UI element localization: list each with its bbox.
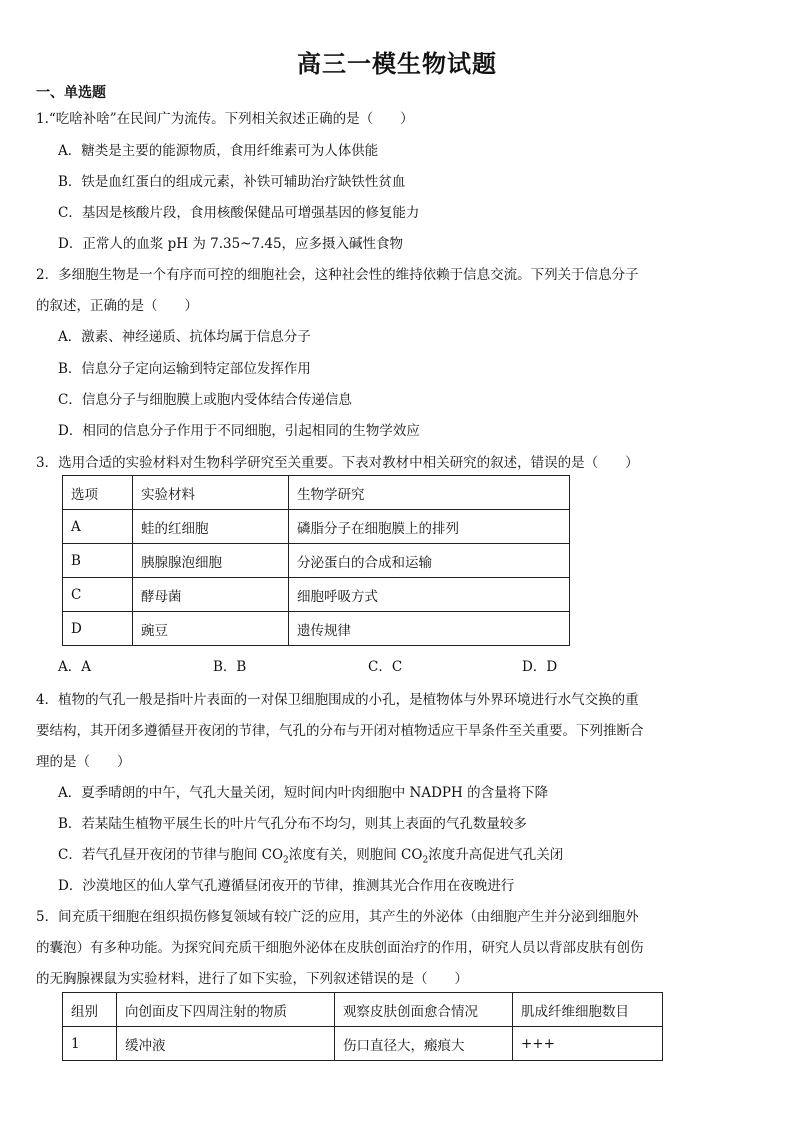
table-cell: 磷脂分子在细胞膜上的排列 xyxy=(289,510,570,544)
q5-table xyxy=(62,992,663,1061)
table-cell: 组别 xyxy=(63,993,117,1027)
q2-option-a: A．激素、神经递质、抗体均属于信息分子 xyxy=(58,329,311,345)
q4-option-b: B．若某陆生植物平展生长的叶片气孔分布不均匀，则其上表面的气孔数量较多 xyxy=(58,816,527,832)
table-cell: 缓冲液 xyxy=(117,1027,335,1061)
table-cell: 酵母菌 xyxy=(133,578,289,612)
q4-option-d: D．沙漠地区的仙人掌气孔遵循昼闭夜开的节律，推测其光合作用在夜晚进行 xyxy=(58,878,515,894)
q3-table xyxy=(62,475,570,646)
table-cell: +++ xyxy=(513,1027,663,1061)
table-cell: 选项 xyxy=(63,476,133,510)
table-cell: 生物学研究 xyxy=(289,476,570,510)
q1-option-b: B．铁是血红蛋白的组成元素，补铁可辅助治疗缺铁性贫血 xyxy=(58,174,406,190)
q3-answer-c: C．C xyxy=(368,659,403,675)
table-cell: 1 xyxy=(63,1027,117,1061)
q2-option-c: C．信息分子与细胞膜上或胞内受体结合传递信息 xyxy=(58,392,352,408)
table-cell: 豌豆 xyxy=(133,612,289,646)
q3-stem: 3．选用合适的实验材料对生物科学研究至关重要。下表对教材中相关研究的叙述，错误的是（ ） xyxy=(36,455,639,471)
subscript: 2 xyxy=(422,855,429,866)
table-row xyxy=(63,612,570,646)
table-cell: C xyxy=(63,578,133,612)
section-heading: 一、单选题 xyxy=(36,85,106,101)
q1-option-c: C．基因是核酸片段，食用核酸保健品可增强基因的修复能力 xyxy=(58,205,420,221)
table-row xyxy=(63,510,570,544)
q4-option-a: A．夏季晴朗的中午，气孔大量关闭，短时间内叶肉细胞中 NADPH 的含量将下降 xyxy=(58,785,549,801)
table-row xyxy=(63,476,570,510)
table-cell: D xyxy=(63,612,133,646)
table-cell: A xyxy=(63,510,133,544)
table-cell: 分泌蛋白的合成和运输 xyxy=(289,544,570,578)
table-cell: B xyxy=(63,544,133,578)
q4-option-c xyxy=(58,843,563,866)
q2-option-b: B．信息分子定向运输到特定部位发挥作用 xyxy=(58,361,311,377)
q2-option-d: D．相同的信息分子作用于不同细胞，引起相同的生物学效应 xyxy=(58,423,420,439)
q1-option-a: A．糖类是主要的能源物质，食用纤维素可为人体供能 xyxy=(58,143,379,159)
q4-stem-line3: 理的是（ ） xyxy=(36,754,131,770)
table-cell: 实验材料 xyxy=(133,476,289,510)
q4-option-c-part2: 浓度有关，则胞间 CO xyxy=(288,847,423,863)
table-cell: 细胞呼吸方式 xyxy=(289,578,570,612)
q5-stem-line2: 的囊泡）有多种功能。为探究间充质干细胞外泌体在皮肤创面治疗的作用，研究人员以背部皮肤有创伤 xyxy=(36,940,644,956)
table-cell: 向创面皮下四周注射的物质 xyxy=(117,993,335,1027)
q5-stem-line1: 5．间充质干细胞在组织损伤修复领域有较广泛的应用，其产生的外泌体（由细胞产生并分泌到细胞外 xyxy=(36,909,639,925)
table-cell: 伤口直径大，瘢痕大 xyxy=(335,1027,513,1061)
q1-option-d: D．正常人的血浆 pH 为 7.35~7.45，应多摄入碱性食物 xyxy=(58,236,404,252)
table-row xyxy=(63,578,570,612)
q3-answer-d: D．D xyxy=(522,659,558,675)
q4-stem-line1: 4．植物的气孔一般是指叶片表面的一对保卫细胞围成的小孔，是植物体与外界环境进行水气交换的重 xyxy=(36,692,639,708)
table-row xyxy=(63,1027,663,1061)
q4-option-c-part1: C．若气孔昼开夜闭的节律与胞间 CO xyxy=(58,847,284,863)
table-cell: 遗传规律 xyxy=(289,612,570,646)
q3-answer-b: B．B xyxy=(213,659,247,675)
q2-stem-line1: 2．多细胞生物是一个有序而可控的细胞社会，这种社会性的维持依赖于信息交流。下列关于信息分子 xyxy=(36,267,639,283)
table-row xyxy=(63,993,663,1027)
q5-stem-line3: 的无胸腺裸鼠为实验材料，进行了如下实验，下列叙述错误的是（ ） xyxy=(36,971,468,987)
q2-stem-line2: 的叙述，正确的是（ ） xyxy=(36,298,198,314)
q3-answer-a: A．A xyxy=(58,659,91,675)
q4-option-c-part3: 浓度升高促进气孔关闭 xyxy=(428,847,564,863)
table-cell: 胰腺腺泡细胞 xyxy=(133,544,289,578)
table-cell: 蛙的红细胞 xyxy=(133,510,289,544)
subscript: 2 xyxy=(283,855,289,866)
table-cell: 肌成纤维细胞数目 xyxy=(513,993,663,1027)
q1-stem: 1.“吃啥补啥”在民间广为流传。下列相关叙述正确的是（ ） xyxy=(36,111,414,127)
q4-stem-line2: 要结构，其开闭多遵循昼开夜闭的节律，气孔的分布与开闭对植物适应干旱条件至关重要。下列推断合 xyxy=(36,723,644,739)
table-cell: 观察皮肤创面愈合情况 xyxy=(335,993,513,1027)
table-row xyxy=(63,544,570,578)
page-title: 高三一模生物试题 xyxy=(297,50,497,78)
